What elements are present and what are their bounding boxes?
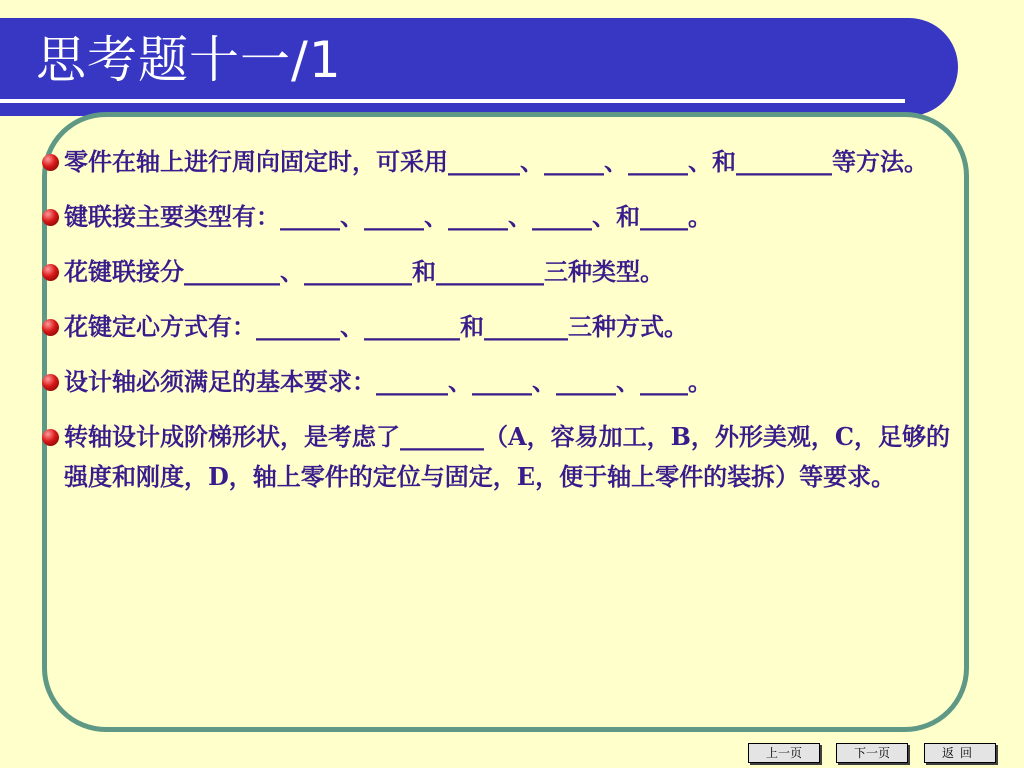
question-item [64, 197, 954, 237]
bullet-icon [42, 429, 59, 446]
question-item [64, 417, 954, 497]
bullet-icon [42, 319, 59, 336]
bullet-icon [42, 374, 59, 391]
question-text: 键联接主要类型有：_____、_____、_____、_____、和____。 [64, 202, 712, 231]
question-text: 设计轴必须满足的基本要求：______、_____、_____、____。 [64, 367, 712, 396]
next-page-button[interactable]: 下一页 [836, 743, 908, 763]
prev-page-button[interactable]: 上一页 [748, 743, 820, 763]
question-item [64, 252, 954, 292]
back-button[interactable]: 返回 [924, 743, 996, 763]
page-title: 思考题十一/1 [36, 31, 342, 89]
question-text: 花键联接分________、_________和_________三种类型。 [64, 257, 664, 286]
question-text: 花键定心方式有：_______、________和_______三种方式。 [64, 312, 688, 341]
question-item [64, 142, 954, 182]
question-list [64, 142, 954, 512]
question-item [64, 362, 954, 402]
title-underline [0, 99, 905, 103]
bullet-icon [42, 209, 59, 226]
bullet-icon [42, 154, 59, 171]
bullet-icon [42, 264, 59, 281]
question-text: 转轴设计成阶梯形状，是考虑了_______（A，容易加工，B，外形美观，C，足够的强度和刚度，D，轴上零件的定位与固定，E，便于轴上零件的装拆）等要求。 [64, 422, 951, 491]
question-text: 零件在轴上进行周向固定时，可采用______、_____、_____、和________等方法。 [64, 147, 928, 176]
question-item [64, 307, 954, 347]
